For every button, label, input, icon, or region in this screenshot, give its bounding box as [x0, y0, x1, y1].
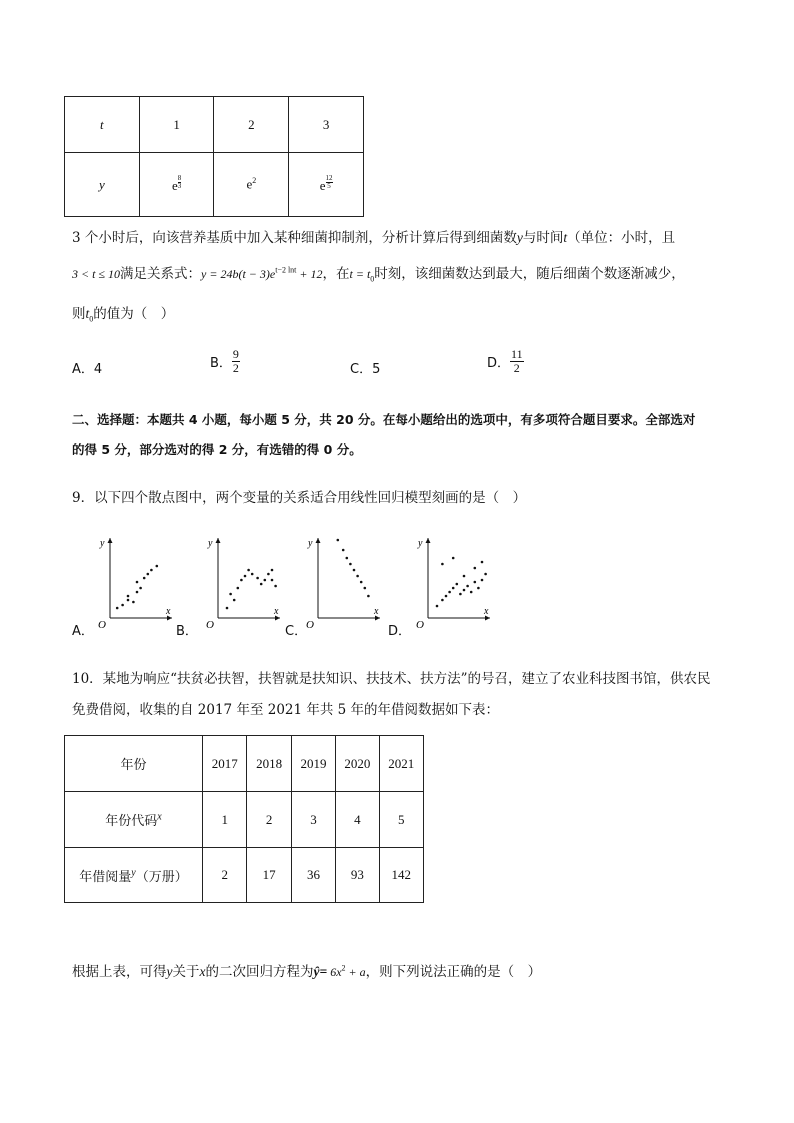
- scatter-point: [256, 577, 259, 580]
- borrow-data-table: [64, 735, 424, 903]
- scatter-point: [143, 577, 146, 580]
- scatter-point: [132, 601, 135, 604]
- table-cell: 2021: [379, 736, 423, 792]
- scatter-point: [264, 579, 267, 582]
- scatter-point: [247, 569, 250, 572]
- scatter-point: [121, 604, 124, 607]
- scatter-point: [474, 581, 477, 584]
- scatter-point: [441, 563, 444, 566]
- scatter-point: [260, 583, 263, 586]
- table-row-label-y: y: [65, 153, 140, 217]
- table-row-label: 年借阅量$^y$（万册）: [65, 848, 203, 903]
- q8-option-c[interactable]: C．5: [350, 362, 381, 377]
- q8-option-d[interactable]: D． $\frac{11}{2}$: [487, 347, 523, 375]
- scatter-point: [456, 583, 459, 586]
- scatter-point: [116, 607, 119, 610]
- table-cell: 2: [247, 792, 291, 848]
- scatter-point: [448, 591, 451, 594]
- plot-letter-b[interactable]: B．: [176, 624, 198, 639]
- scatter-point: [229, 593, 232, 596]
- plot-letter-d[interactable]: D．: [388, 624, 412, 639]
- scatter-point: [237, 587, 240, 590]
- scatter-point: [463, 575, 466, 578]
- plot-letter-a[interactable]: A．: [72, 624, 94, 639]
- scatter-point: [484, 573, 487, 576]
- origin-label: O: [306, 619, 314, 631]
- scatter-point: [127, 595, 130, 598]
- scatter-point: [441, 599, 444, 602]
- table-cell: 36: [291, 848, 335, 903]
- scatter-point: [136, 591, 139, 594]
- q10-after-table: 根据上表，可得y关于x的二次回归方程为ŷ= $6x^2 + a$，则下列说法正确的是（ ）: [72, 963, 542, 980]
- plot-letter-c[interactable]: C．: [285, 624, 308, 639]
- scatter-point: [452, 557, 455, 560]
- y-axis-label: y: [100, 538, 105, 549]
- scatter-point: [470, 591, 473, 594]
- table-cell: 142: [379, 848, 423, 903]
- origin-label: O: [206, 619, 214, 631]
- scatter-point: [150, 569, 153, 572]
- table-header-t: t: [65, 97, 140, 153]
- scatter-point: [364, 587, 367, 590]
- scatter-point: [481, 561, 484, 564]
- section2-line2: 的得 5 分，部分选对的得 2 分，有选错的得 0 分。: [72, 442, 362, 457]
- q8-option-b[interactable]: B． $\frac{9}{2}$: [210, 347, 239, 375]
- x-axis-label: x: [484, 606, 489, 617]
- scatter-point: [360, 581, 363, 584]
- table-cell: 2018: [247, 736, 291, 792]
- table-cell: 2: [203, 848, 247, 903]
- y-axis-arrow-icon: [426, 538, 431, 543]
- y-axis-arrow-icon: [316, 538, 321, 543]
- scatter-point: [251, 573, 254, 576]
- scatter-point: [459, 593, 462, 596]
- table-cell-e-8-3: e $\frac{8}{3}$: [139, 153, 214, 217]
- scatter-point: [337, 539, 340, 542]
- scatter-point: [244, 575, 247, 578]
- y-axis-arrow-icon: [108, 538, 113, 543]
- scatter-point: [356, 575, 359, 578]
- x-axis-label: x: [374, 606, 379, 617]
- table-cell: 4: [336, 792, 379, 848]
- q8-line3: 则$t_0$的值为（ ）: [72, 306, 175, 324]
- q8-line1: 3 个小时后，向该营养基质中加入某种细菌抑制剂，分析计算后得到细菌数y与时间t（单位：小时，且: [72, 230, 676, 246]
- table-row-label: 年份: [65, 736, 203, 792]
- y-axis-label: y: [208, 538, 213, 549]
- scatter-point: [127, 599, 130, 602]
- scatter-point: [367, 595, 370, 598]
- origin-label: O: [98, 619, 106, 631]
- table-cell: 1: [203, 792, 247, 848]
- scatter-point: [226, 607, 229, 610]
- y-hat-icon: ŷ=: [313, 964, 328, 979]
- q8-line2: 3 < t ≤ 10满足关系式：$y = 24b(t - 3)e^{t-2 lnt} + 12$，在$t = t_0$时刻，该细菌数达到最大，随后细菌个数逐渐减少，: [72, 265, 685, 284]
- scatter-point: [463, 589, 466, 592]
- scatter-point: [436, 605, 439, 608]
- x-axis-label: x: [274, 606, 279, 617]
- table-cell: 2017: [203, 736, 247, 792]
- table-row-label: 年份代码$^x$: [65, 792, 203, 848]
- q10-line2: 免费借阅，收集的自 2017 年至 2021 年共 5 年的年借阅数据如下表：: [72, 702, 500, 718]
- scatter-point: [156, 565, 159, 568]
- scatter-point: [267, 573, 270, 576]
- y-axis-arrow-icon: [216, 538, 221, 543]
- scatter-point: [274, 585, 277, 588]
- scatter-point: [452, 587, 455, 590]
- origin-label: O: [416, 619, 424, 631]
- scatter-point: [147, 573, 150, 576]
- table-cell-e-12-5: e $\frac{12}{5}$: [289, 153, 364, 217]
- scatter-point: [466, 585, 469, 588]
- scatter-point: [481, 579, 484, 582]
- q9-stem: 9．以下四个散点图中，两个变量的关系适合用线性回归模型刻画的是（ ）: [72, 490, 527, 506]
- q8-option-a[interactable]: A．4: [72, 362, 103, 377]
- scatter-point: [240, 579, 243, 582]
- scatter-point: [474, 567, 477, 570]
- y-axis-label: y: [418, 538, 423, 549]
- table-cell: 17: [247, 848, 291, 903]
- scatter-point: [353, 569, 356, 572]
- scatter-point: [349, 563, 352, 566]
- scatter-point: [233, 599, 236, 602]
- scatter-point: [477, 587, 480, 590]
- y-axis-label: y: [308, 538, 313, 549]
- table-header-cell: 2: [214, 97, 289, 153]
- table-header-cell: 3: [289, 97, 364, 153]
- section2-line1: 二、选择题：本题共 4 小题，每小题 5 分，共 20 分。在每小题给出的选项中，有多项符合题目要求。全部选对: [72, 412, 696, 427]
- scatter-point: [139, 587, 142, 590]
- scatter-point: [346, 557, 349, 560]
- table-cell: 5: [379, 792, 423, 848]
- scatter-point: [271, 579, 274, 582]
- table-cell: 2019: [291, 736, 335, 792]
- scatter-point: [342, 549, 345, 552]
- values-table: [64, 96, 364, 217]
- scatter-point: [136, 581, 139, 584]
- x-axis-label: x: [166, 606, 171, 617]
- table-cell: 93: [336, 848, 379, 903]
- table-cell-e-2: $e^2$: [214, 153, 289, 217]
- scatter-point: [271, 569, 274, 572]
- q10-line1: 10．某地为响应“扶贫必扶智，扶智就是扶知识、扶技术、扶方法”的号召，建立了农业科技图书馆，供农民: [72, 671, 711, 687]
- table-cell: 3: [291, 792, 335, 848]
- scatter-point: [445, 595, 448, 598]
- table-header-cell: 1: [139, 97, 214, 153]
- table-cell: 2020: [336, 736, 379, 792]
